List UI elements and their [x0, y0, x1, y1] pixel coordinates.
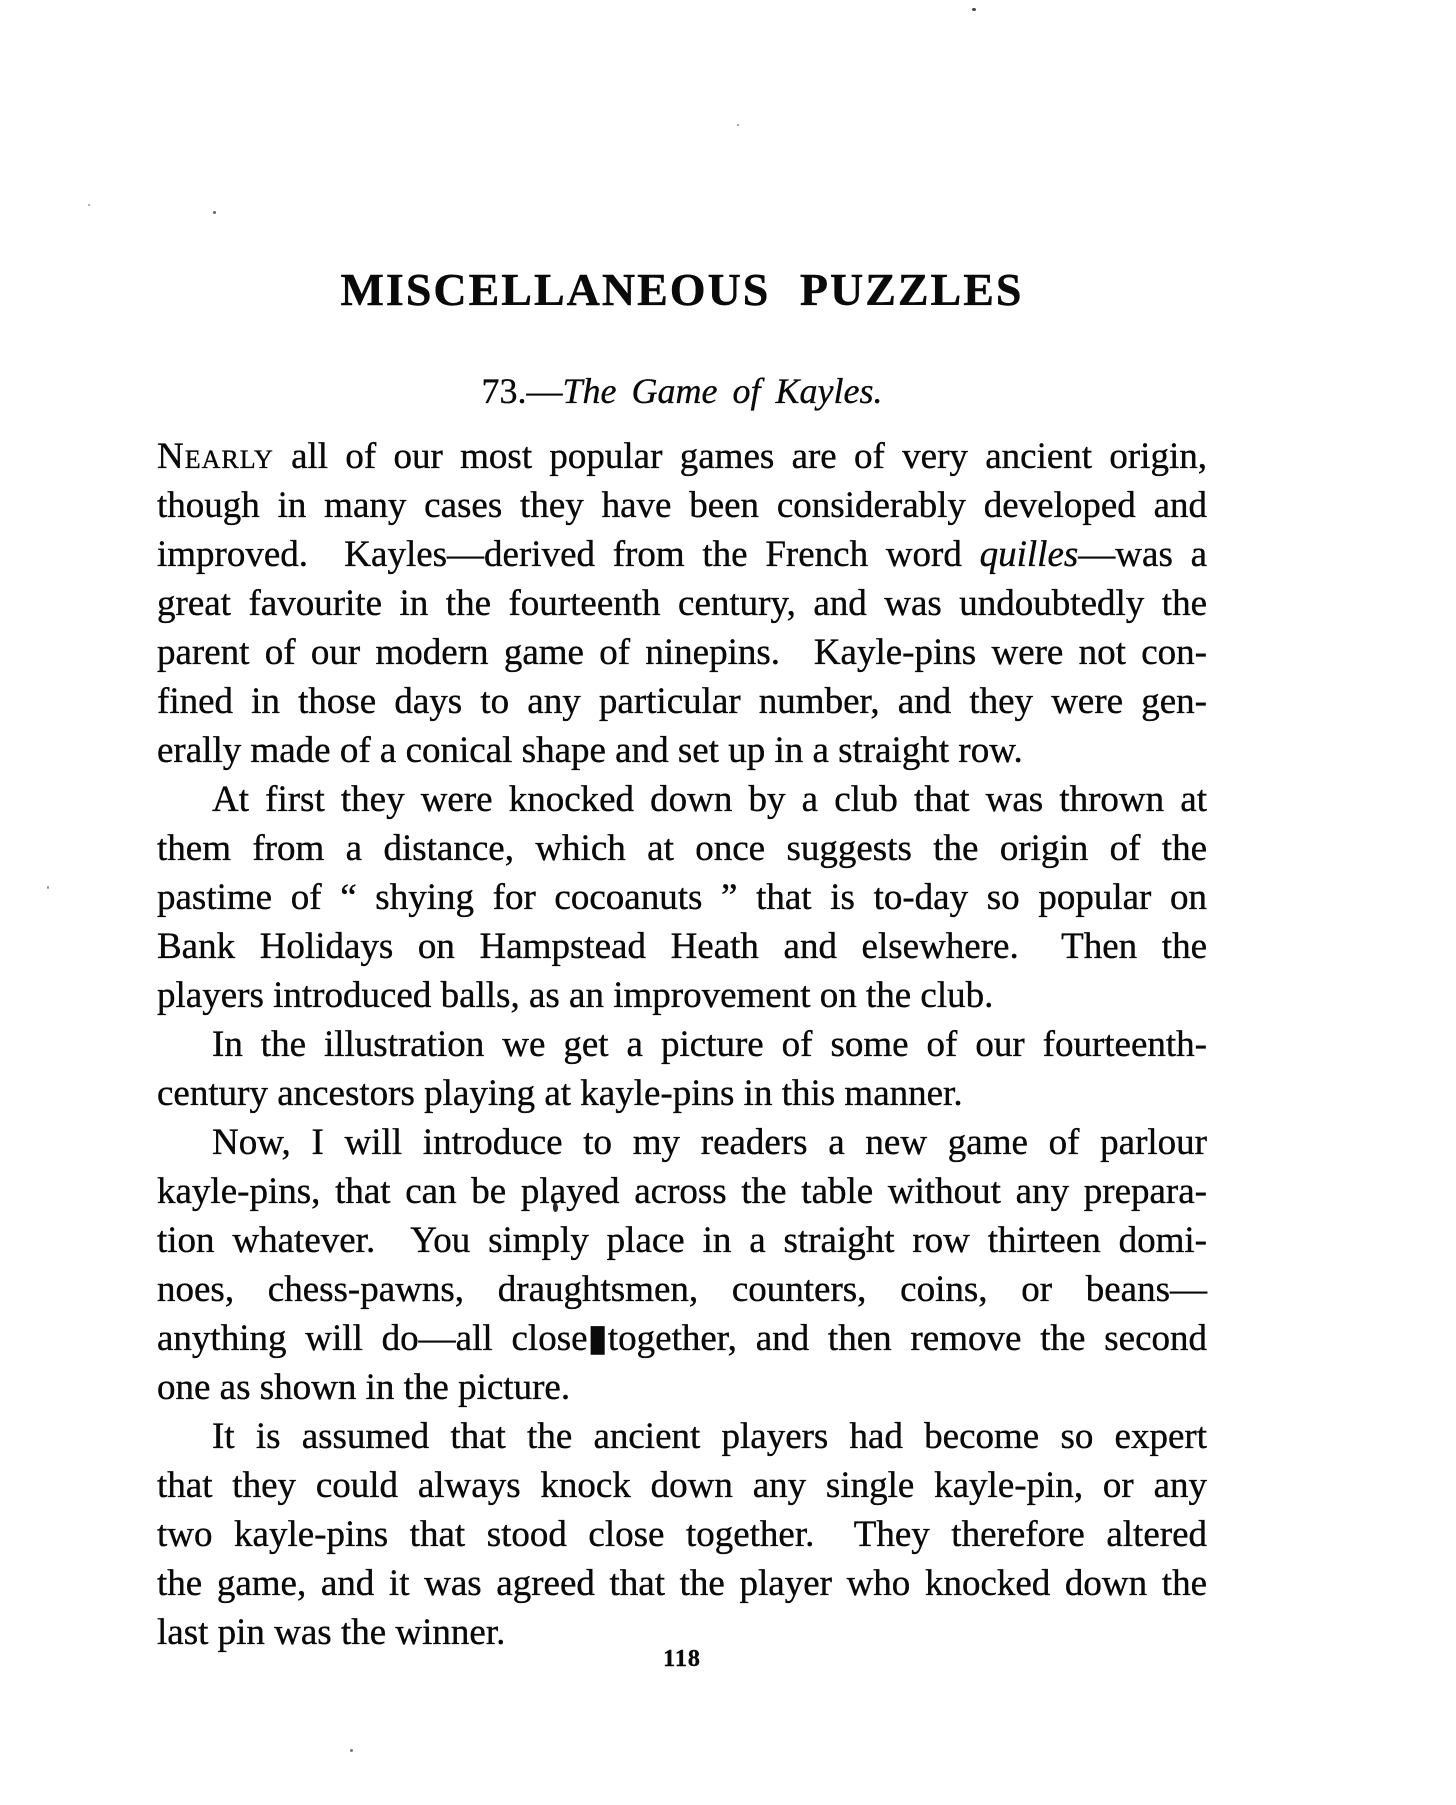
text-line: kayle-pins, that can be played across the table without any prepara- [157, 1171, 1207, 1212]
text-line: anything will do—all close▮together, and then remove the second [157, 1318, 1207, 1359]
section-heading [157, 372, 1207, 410]
italic-word: quilles [979, 534, 1079, 575]
text-line: At first they were knocked down by a club that was thrown at [212, 779, 1207, 820]
text-line: It is assumed that the ancient players had become so expert [212, 1416, 1207, 1457]
text-line: In the illustration we get a picture of some of our fourteenth- [212, 1024, 1207, 1065]
text-line: last pin was the winner. [157, 1612, 506, 1653]
scan-speck [213, 211, 216, 214]
section-title: The Game of Kayles. [562, 371, 883, 411]
text-line: parent of our modern game of ninepins. Kayle-pins were not con- [157, 632, 1207, 673]
page-title: MISCELLANEOUS PUZZLES [340, 264, 1024, 315]
paragraph [157, 1020, 1207, 1118]
line-text: all of our most popular games are of very ancient origin, [273, 436, 1207, 477]
scan-speck [737, 124, 739, 126]
text-block [157, 266, 1207, 1657]
scan-speck [88, 204, 90, 206]
page-number: 118 [663, 1646, 701, 1672]
scan-speck [350, 1749, 353, 1752]
line-text: —was a [1078, 534, 1208, 575]
text-line: though in many cases they have been considerably developed and [157, 485, 1207, 526]
section-number: 73.— [481, 371, 563, 411]
line-text: improved. Kayles—derived from the French word [157, 534, 980, 575]
text-line: that they could always knock down any single kayle-pin, or any [157, 1465, 1207, 1506]
text-line: noes, chess-pawns, draughtsmen, counters, coins, or beans— [157, 1269, 1207, 1310]
paragraph [157, 1412, 1207, 1657]
text-line: players introduced balls, as an improvement on the club. [157, 975, 994, 1016]
text-line: erally made of a conical shape and set up in a straight row. [157, 730, 1023, 771]
paragraph [157, 1118, 1207, 1412]
text-line: the game, and it was agreed that the player who knocked down the [157, 1563, 1207, 1604]
text-line: Bank Holidays on Hampstead Heath and elsewhere. Then the [157, 926, 1207, 967]
paragraph [157, 775, 1207, 1020]
text-line: pastime of “ shying for cocoanuts ” that is to-day so popular on [157, 877, 1207, 918]
scan-speck [47, 886, 49, 889]
text-line: one as shown in the picture. [157, 1367, 571, 1408]
text-line: Now, I will introduce to my readers a new game of parlour [212, 1122, 1207, 1163]
lead-word: Nearly [157, 436, 274, 477]
paragraph [157, 432, 1207, 775]
text-line: century ancestors playing at kayle-pins in this manner. [157, 1073, 963, 1114]
text-line [157, 432, 1207, 481]
article-body [157, 432, 1207, 1657]
text-line: fined in those days to any particular number, and they were gen- [157, 681, 1207, 722]
text-line: great favourite in the fourteenth century, and was undoubtedly the [157, 583, 1207, 624]
text-line: tion whatever. You simply place in a straight row thirteen domi- [157, 1220, 1207, 1261]
text-line: them from a distance, which at once suggests the origin of the [157, 828, 1207, 869]
text-line: two kayle-pins that stood close together. They therefore altered [157, 1514, 1207, 1555]
scan-speck [972, 8, 976, 11]
text-line [157, 530, 1207, 579]
